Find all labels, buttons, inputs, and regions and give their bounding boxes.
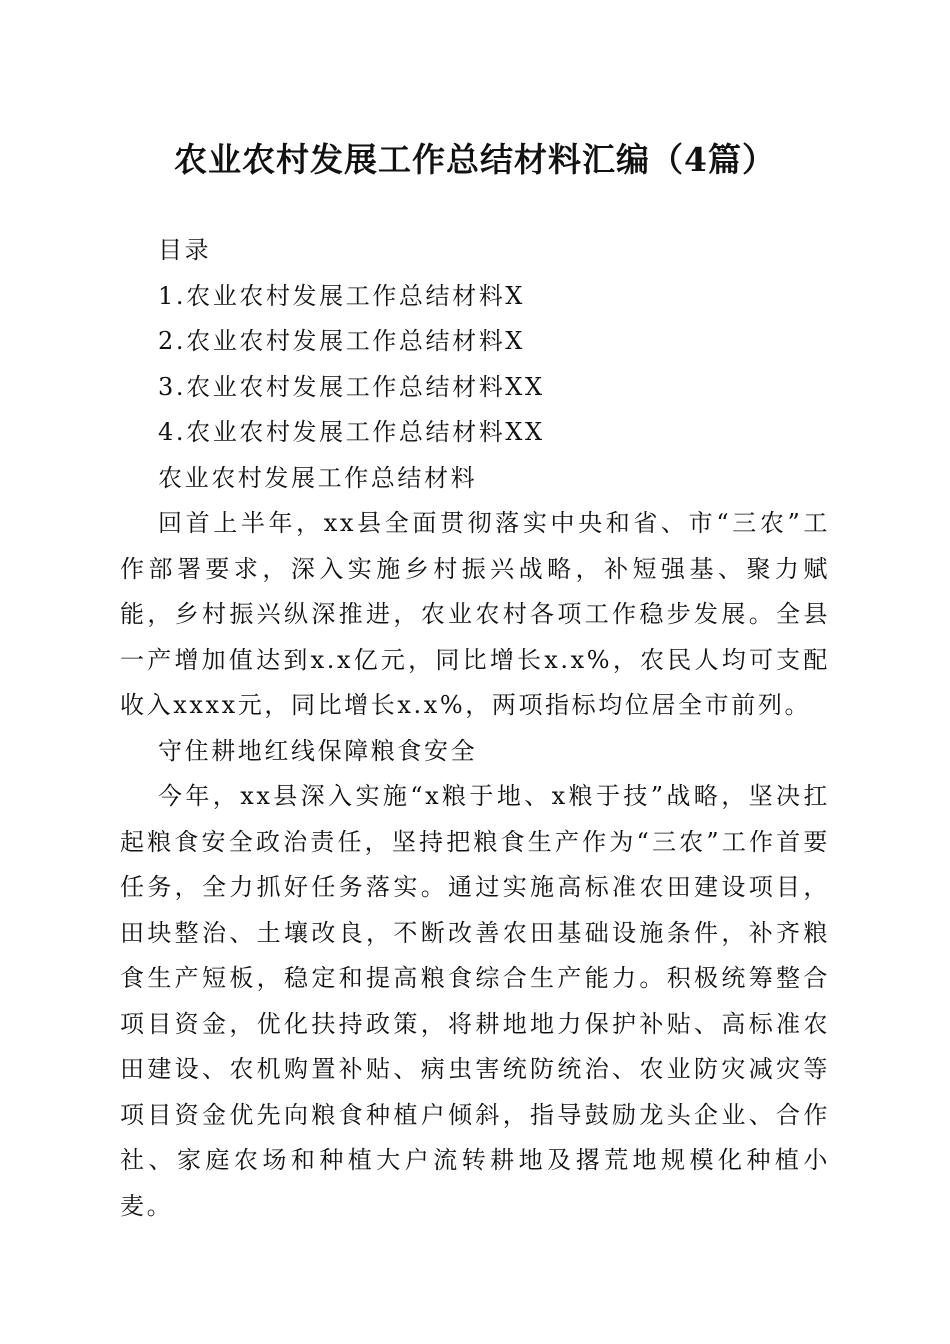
toc-item-2: 2.农业农村发展工作总结材料X: [158, 327, 525, 355]
toc-item-4: 4.农业农村发展工作总结材料XX: [158, 418, 545, 446]
intro-paragraph: 回首上半年，xx县全面贯彻落实中央和省、市“三农”工作部署要求，深入实施乡村振兴战略，补短强基、聚力赋能，乡村振兴纵深推进，农业农村各项工作稳步发展。全县一产增加值达到x.x亿元，同比增长x.x%，农民人均可支配收入xxxx元，同比增长x.x%，两项指标均位居全市前列。: [120, 509, 830, 719]
toc-heading: 目录: [158, 236, 212, 264]
section-heading: 守住耕地红线保障粮食安全: [158, 736, 478, 765]
toc-item-3: 3.农业农村发展工作总结材料XX: [158, 372, 545, 401]
toc-item-1: 1.农业农村发展工作总结材料X: [158, 281, 525, 310]
article-title: 农业农村发展工作总结材料: [158, 463, 478, 492]
section-paragraph: 今年，xx县深入实施“x粮于地、x粮于技”战略，坚决扛起粮食安全政治责任，坚持把粮食生产作为“三农”工作首要任务，全力抓好任务落实。通过实施高标准农田建设项目，田块整治、土壤改良，不断改善农田基础设施条件，补齐粮食生产短板，稳定和提高粮食综合生产能力。积极统筹整合项目资金，优化扶持政策，将耕地地力保护补贴、高标准农田建设、农机购置补贴、病虫害统防统治、农业防灾减灾等项目资金优先向粮食种植户倾斜，指导鼓励龙头企业、合作社、家庭农场和种植大户流转耕地及撂荒地规模化种植小麦。: [120, 782, 830, 1220]
document-title: 农业农村发展工作总结材料汇编（4篇）: [174, 140, 776, 179]
document-body: [120, 228, 830, 1229]
